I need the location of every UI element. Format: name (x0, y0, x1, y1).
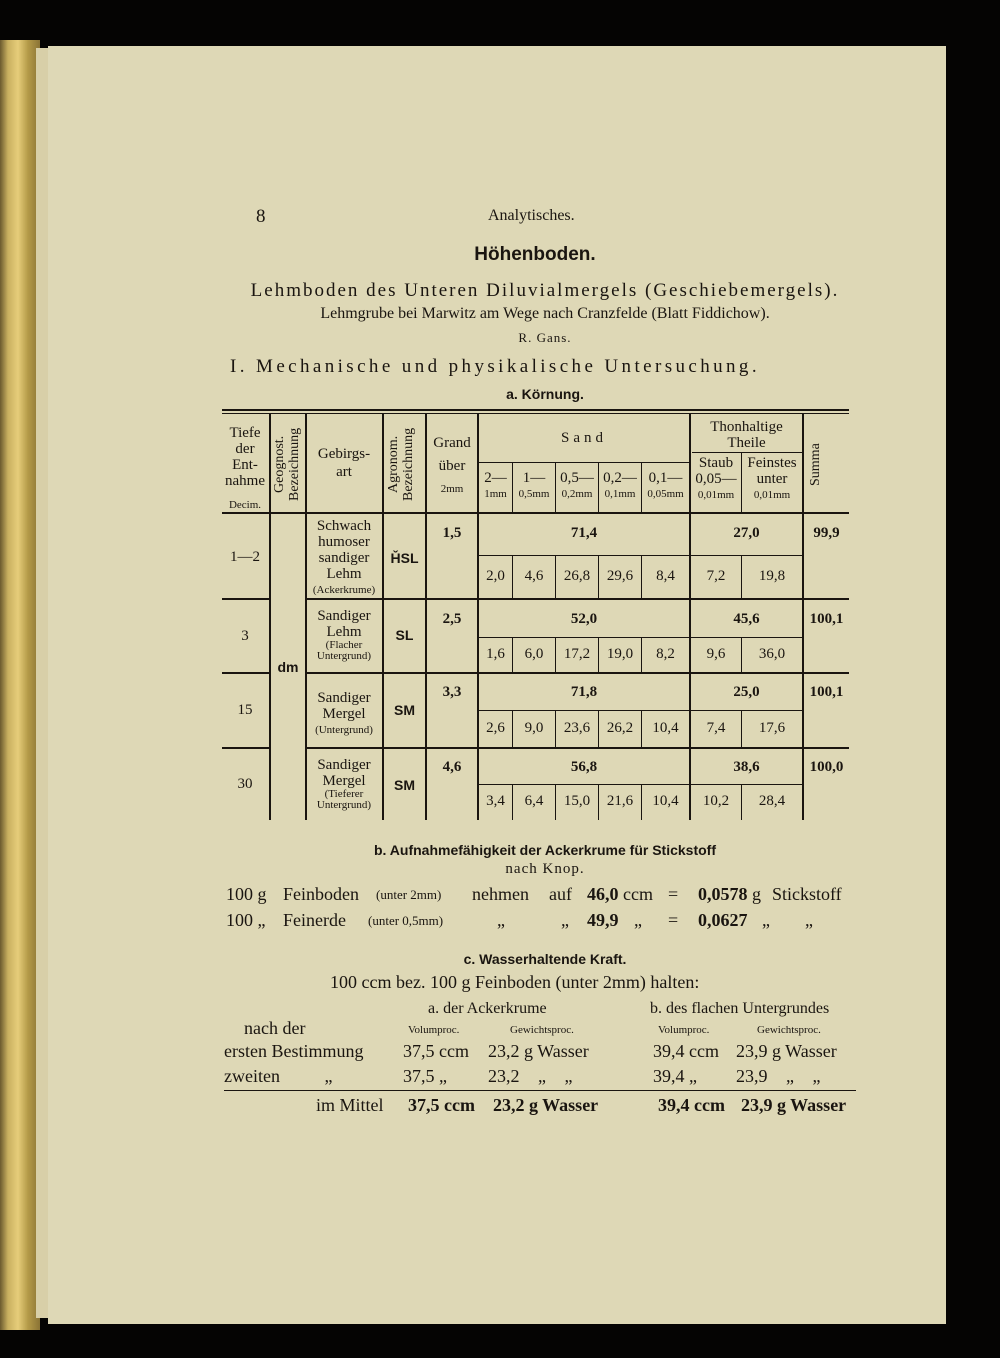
col-b-header: b. des flachen Untergrundes (650, 1000, 830, 1017)
background-right (946, 0, 1000, 1358)
row-summa: 100,0 (809, 759, 844, 775)
row-label-nach-der: nach der (244, 1018, 306, 1038)
row-grand: 1,5 (442, 525, 462, 541)
row-sand-total: 71,8 (570, 684, 598, 700)
header-sand-01-005: 0,1— 0,05mm (647, 470, 684, 500)
row-summa: 99,9 (813, 525, 840, 541)
col-a-header: a. der Ackerkrume (428, 1000, 547, 1017)
header-agronom: Agronom. Bezeichnung (386, 427, 416, 501)
row-sand-value: 26,2 (606, 720, 634, 736)
row-grand: 2,5 (442, 611, 462, 627)
section-c-intro: 100 ccm bez. 100 g Feinboden (unter 2mm) halten: (330, 972, 700, 992)
row-staub: 10,2 (702, 793, 730, 809)
row-sand-value: 17,2 (563, 646, 591, 662)
header-gebirgsart: Gebirgs- art (317, 446, 371, 480)
row-tiefe: 15 (237, 702, 253, 718)
row-sand-value: 10,4 (652, 793, 679, 809)
gewichtsproc-a: Gewichtsproc. (510, 1024, 574, 1036)
running-title: Analytisches. (488, 207, 575, 224)
row-staub: 9,6 (706, 646, 726, 662)
row-staub: 7,4 (706, 720, 726, 736)
row-sand-value: 6,4 (524, 793, 544, 809)
row-sand-value: 15,0 (563, 793, 591, 809)
row-thon-total: 27,0 (733, 525, 760, 541)
row-sand-value: 8,4 (656, 568, 675, 584)
row-sand-value: 1,6 (486, 646, 505, 662)
row-gebirgsart: Sandiger Mergel (Untergrund) (315, 690, 373, 736)
row-grand: 4,6 (442, 759, 462, 775)
header-decim: Decim. (228, 499, 262, 511)
row-feinstes: 36,0 (758, 646, 786, 662)
row-sand-value: 23,6 (563, 720, 591, 736)
section-b-title: b. Aufnahmefähigkeit der Ackerkrume für Stickstoff (373, 842, 717, 858)
header-sand: Sand (561, 430, 607, 446)
geognost-dm: dm (277, 659, 299, 675)
row-agronom: SM (394, 777, 415, 793)
header-sand-05-02: 0,5— 0,2mm (560, 470, 594, 500)
section-1-title: I. Mechanische und physikalische Untersuchung. (230, 356, 760, 377)
row-thon-total: 38,6 (733, 759, 760, 775)
row-tiefe: 3 (241, 628, 249, 644)
header-geognost: Geognost. Bezeichnung (272, 427, 302, 501)
row-tiefe: 1—2 (230, 549, 260, 565)
book-edge (0, 40, 40, 1330)
row-sand-total: 56,8 (570, 759, 598, 775)
row-agronom: ȞSL (390, 550, 419, 566)
row-sand-value: 2,0 (486, 568, 505, 584)
row-staub: 7,2 (706, 568, 726, 584)
section-c-title: c. Wasserhaltende Kraft. (463, 951, 627, 967)
page-title: Höhenboden. (474, 244, 596, 265)
header-staub: Staub 0,05— 0,01mm (695, 455, 737, 501)
row-sand-total: 52,0 (570, 611, 598, 627)
header-thonhaltige: Thonhaltige Theile (710, 419, 783, 451)
volumproc-a: Volumproc. (408, 1024, 460, 1036)
row-sand-value: 9,0 (524, 720, 544, 736)
row-thon-total: 45,6 (733, 611, 760, 627)
row-sand-value: 3,4 (486, 793, 505, 809)
row-agronom: SM (394, 702, 415, 718)
subtitle: Lehmboden des Unteren Diluvialmergels (Geschiebemergels). (250, 280, 840, 301)
row-feinstes: 17,6 (758, 720, 786, 736)
gewichtsproc-b: Gewichtsproc. (757, 1024, 821, 1036)
header-summa: Summa (808, 443, 823, 487)
row-feinstes: 28,4 (758, 793, 786, 809)
row-sand-value: 8,2 (656, 646, 675, 662)
sum-rule (224, 1090, 856, 1091)
row-gebirgsart: Sandiger Mergel (Tieferer Untergrund) (316, 757, 372, 811)
section-a-title: a. Körnung. (506, 386, 584, 402)
volumproc-b: Volumproc. (658, 1024, 710, 1036)
page-number: 8 (256, 206, 266, 227)
header-grand: Grand über 2mm (433, 435, 471, 495)
row-thon-total: 25,0 (733, 684, 760, 700)
row-gebirgsart: Sandiger Lehm (Flacher Untergrund) (316, 608, 372, 662)
row-feinstes: 19,8 (758, 568, 786, 584)
row-sand-value: 21,6 (606, 793, 634, 809)
row-sand-value: 26,8 (563, 568, 591, 584)
row-sand-total: 71,4 (570, 525, 598, 541)
row-sand-value: 10,4 (652, 720, 679, 736)
header-feinstes: Feinstes unter 0,01mm (747, 455, 797, 501)
row-grand: 3,3 (442, 684, 462, 700)
row-gebirgsart: Schwach humoser sandiger Lehm (Ackerkrume) (312, 518, 376, 596)
row-sand-value: 4,6 (524, 568, 544, 584)
section-b-subtitle: nach Knop. (505, 861, 585, 877)
row-tiefe: 30 (237, 776, 253, 792)
row-sand-value: 19,0 (606, 646, 634, 662)
row-sand-value: 29,6 (606, 568, 634, 584)
header-sand-02-01: 0,2— 0,1mm (603, 470, 637, 500)
header-sand-2-1: 2— 1mm (484, 470, 507, 500)
header-tiefe: Tiefe der Ent- nahme (225, 425, 265, 489)
row-sand-value: 2,6 (486, 720, 505, 736)
location: Lehmgrube bei Marwitz am Wege nach Cranzfelde (Blatt Fiddichow). (320, 305, 770, 322)
author: R. Gans. (518, 330, 572, 345)
row-summa: 100,1 (809, 684, 844, 700)
row-agronom: SL (395, 627, 414, 643)
header-sand-1-05: 1— 0,5mm (518, 470, 550, 500)
row-sand-value: 6,0 (524, 646, 544, 662)
row-summa: 100,1 (809, 611, 844, 627)
